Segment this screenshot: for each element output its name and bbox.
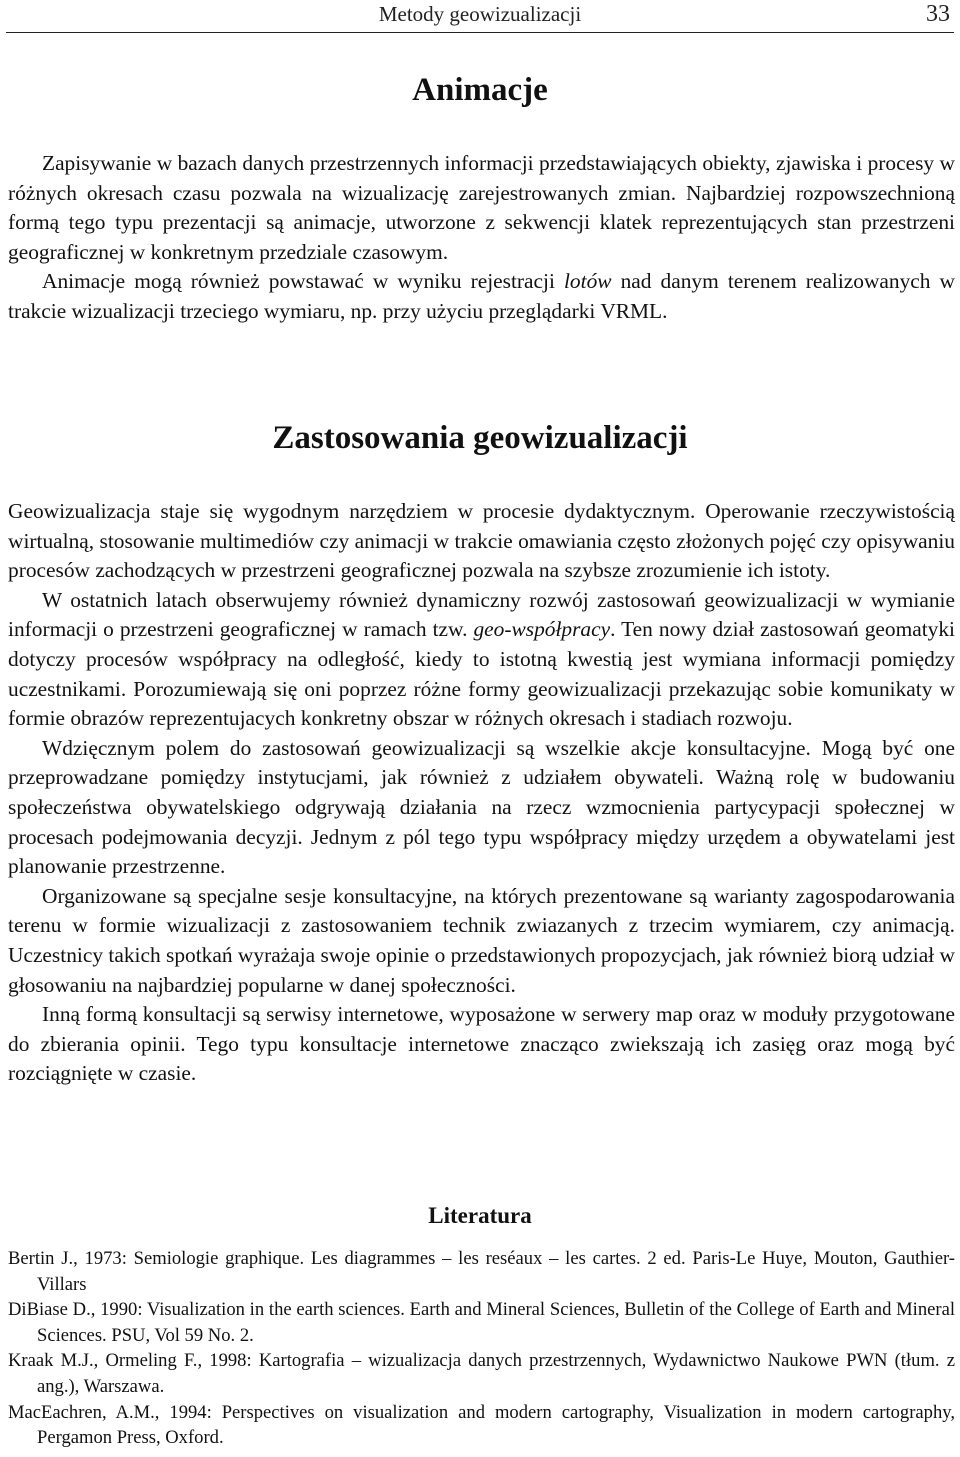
- reference-item: DiBiase D., 1990: Visualization in the earth sciences. Earth and Mineral Sciences, Bulletin of the College of Earth and Mineral Sciences. PSU, Vol 59 No. 2.: [8, 1299, 955, 1346]
- paragraph: Organizowane są specjalne sesje konsultacyjne, na których prezentowane są warianty zagospodarowania terenu w formie wizualizacji z zastosowaniem technik zwiazanych z trzecim wymiarem, czy animacją. Uczestnicy takich spotkań wyrażaja swoje opinie o przedstawionych propozycjach, jak również biorą udział w głosowaniu na najbardziej popularne w danej społeczności.: [8, 883, 955, 997]
- section-heading-zastosowania: Zastosowania geowizualizacji: [272, 420, 688, 456]
- paragraph: Wdzięcznym polem do zastosowań geowizualizacji są wszelkie akcje konsultacyjne. Mogą być one przeprowadzane pomiędzy instytucjami, jak również z udziałem obywateli. Ważną rolę w budowaniu społeczeństwa obywatelskiego odgrywają działania na rzecz wzmocnienia partycypacji społecznej w procesach podejmowania decyzji. Jednym z pól tego typu współpracy między urzędem a obywatelami jest planowanie przestrzenne.: [8, 735, 955, 879]
- paragraph-text: nad danym terenem realizowanych w trakcie wizualizacji trzeciego wymiaru, np. przy użyciu przeglądarki VRML.: [8, 269, 955, 323]
- running-title: Metody geowizualizacji: [378, 2, 582, 26]
- section-body-animacje: [8, 149, 955, 327]
- paragraph: [8, 267, 955, 326]
- paragraph: [8, 586, 955, 734]
- reference-item: Kraak M.J., Ormeling F., 1998: Kartografia – wizualizacja danych przestrzennych, Wydawnictwo Naukowe PWN (tłum. z ang.), Warszawa.: [8, 1350, 955, 1397]
- section-body-zastosowania: [8, 497, 955, 1089]
- emphasis-term: lotów: [563, 269, 612, 294]
- section-heading-animacje: Animacje: [412, 72, 548, 108]
- section-heading-literatura: Literatura: [428, 1203, 532, 1228]
- paragraph: Zapisywanie w bazach danych przestrzennych informacji przedstawiających obiekty, zjawiska i procesy w różnych okresach czasu pozwala na wizualizację zarejestrowanych zmian. Najbardziej rozpowszechnioną formą tego typu prezentacji są animacje, utworzone z sekwencji klatek reprezentujących stan przestrzeni geograficznej w konkretnym przedziale czasowym.: [8, 151, 955, 264]
- emphasis-term: geo-współpracy: [473, 617, 611, 642]
- reference-list: [8, 1246, 955, 1451]
- page-number: 33: [926, 1, 950, 27]
- paragraph-text: W ostatnich latach obserwujemy również dynamiczny rozwój zastosowań geowizualizacji w wymianie informacji o przestrzeni geograficznej w ramach tzw.: [8, 587, 955, 642]
- running-header: [6, 0, 954, 33]
- paragraph: Geowizualizacja staje się wygodnym narzędziem w procesie dydaktycznym. Operowanie rzeczywistością wirtualną, stosowanie multimediów czy animacji w trakcie omawiania często złożonych pojęć czy opisywaniu procesów zachodzących w przestrzeni geograficznej pozwala na szybsze zrozumienie ich istoty.: [8, 499, 955, 583]
- paragraph-text: Animacje mogą również powstawać w wyniku rejestracji: [42, 269, 564, 294]
- reference-item: Bertin J., 1973: Semiologie graphique. Les diagrammes – les reséaux – les cartes. 2 ed. Paris-Le Huye, Mouton, Gauthier-Villars: [8, 1248, 955, 1295]
- paragraph-text: . Ten nowy dział zastosowań geomatyki dotyczy procesów współpracy na odległość, kiedy to istotną kwestią jest wymiana informacji pomiędzy uczestnikami. Porozumiewają się oni poprzez różne formy geowizualizacji przekazując sobie komunikaty w formie obrazów reprezentujacych konkretny obszar w różnych okresach i stadiach rozwoju.: [8, 617, 955, 731]
- reference-item: MacEachren, A.M., 1994: Perspectives on visualization and modern cartography, Visualization in modern cartography, Pergamon Press, Oxford.: [8, 1401, 955, 1449]
- paragraph: Inną formą konsultacji są serwisy internetowe, wyposażone w serwery map oraz w moduły przygotowane do zbierania opinii. Tego typu konsultacje internetowe znacząco zwiekszają ich zasięg oraz mogą być rozciągnięte w czasie.: [8, 1002, 955, 1086]
